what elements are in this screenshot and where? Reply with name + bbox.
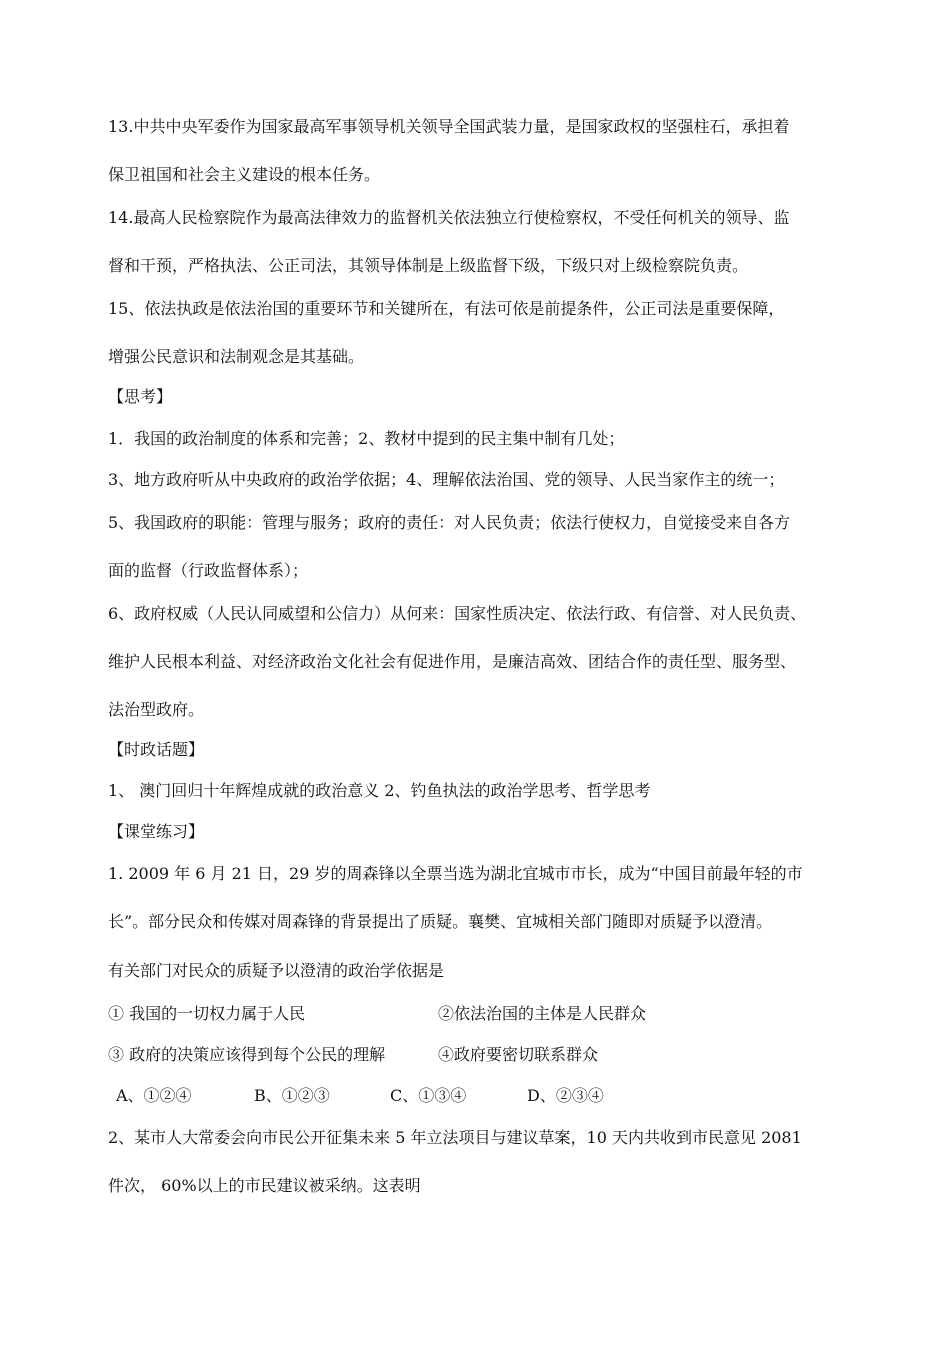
question-1-line-2: 长”。部分民众和传媒对周森锋的背景提出了质疑。襄樊、宜城相关部门随即对质疑予以澄清。 — [108, 912, 773, 931]
thinking-item-5-line-1: 5、我国政府的职能：管理与服务；政府的责任：对人民负责；依法行使权力，自觉接受来自各方 — [108, 513, 791, 532]
paragraph-14-line-1: 14.最高人民检察院作为最高法律效力的监督机关依法独立行使检察权，不受任何机关的领导、监 — [108, 208, 790, 227]
statement-2: ②依法治国的主体是人民群众 — [438, 1004, 647, 1023]
paragraph-15-line-1: 15、依法执政是依法治国的重要环节和关键所在，有法可依是前提条件，公正司法是重要保障， — [108, 299, 785, 318]
paragraph-13-line-1: 13.中共中央军委作为国家最高军事领导机关领导全国武装力量，是国家政权的坚强柱石，承担着 — [108, 117, 790, 136]
question-1-prompt: 有关部门对民众的质疑予以澄清的政治学依据是 — [108, 961, 445, 980]
choice-d: D、②③④ — [527, 1086, 604, 1105]
current-affairs-topics: 1、 澳门回归十年辉煌成就的政治意义 2、钓鱼执法的政治学思考、哲学思考 — [108, 781, 651, 800]
thinking-item-6-line-2: 维护人民根本利益、对经济政治文化社会有促进作用，是廉洁高效、团结合作的责任型、服务型、 — [108, 652, 797, 671]
statement-3: ③ 政府的决策应该得到每个公民的理解 — [108, 1045, 386, 1064]
question-1-line-1: 1. 2009 年 6 月 21 日，29 岁的周森锋以全票当选为湖北宜城市市长，成为“中国目前最年轻的市 — [108, 864, 803, 883]
section-heading-current-affairs: 【时政话题】 — [108, 740, 205, 759]
thinking-item-6-line-3: 法治型政府。 — [108, 700, 205, 719]
statement-4: ④政府要密切联系群众 — [438, 1045, 599, 1064]
choice-b: B、①②③ — [254, 1086, 330, 1105]
paragraph-15-line-2: 增强公民意识和法制观念是其基础。 — [108, 347, 365, 366]
paragraph-13-line-2: 保卫祖国和社会主义建设的根本任务。 — [108, 165, 381, 184]
thinking-item-6-line-1: 6、政府权威（人民认同威望和公信力）从何来：国家性质决定、依法行政、有信誉、对人民负责、 — [108, 604, 807, 623]
paragraph-14-line-2: 督和干预，严格执法、公正司法，其领导体制是上级监督下级，下级只对上级检察院负责。 — [108, 256, 749, 275]
choice-c: C、①③④ — [390, 1086, 467, 1105]
section-heading-classroom-practice: 【课堂练习】 — [108, 822, 205, 841]
choice-a: A、①②④ — [116, 1086, 192, 1105]
question-2-line-1: 2、某市人大常委会向市民公开征集未来 5 年立法项目与建议草案，10 天内共收到市民意见 2081 — [108, 1128, 802, 1147]
statement-1: ① 我国的一切权力属于人民 — [108, 1004, 306, 1023]
question-2-line-2: 件次， 60%以上的市民建议被采纳。这表明 — [108, 1176, 421, 1195]
thinking-item-1-2: 1．我国的政治制度的体系和完善；2、教材中提到的民主集中制有几处； — [108, 429, 625, 448]
thinking-item-3-4: 3、地方政府听从中央政府的政治学依据；4、理解依法治国、党的领导、人民当家作主的统一； — [108, 470, 785, 489]
thinking-item-5-line-2: 面的监督（行政监督体系）； — [108, 561, 309, 580]
section-heading-thinking: 【思考】 — [108, 387, 173, 406]
